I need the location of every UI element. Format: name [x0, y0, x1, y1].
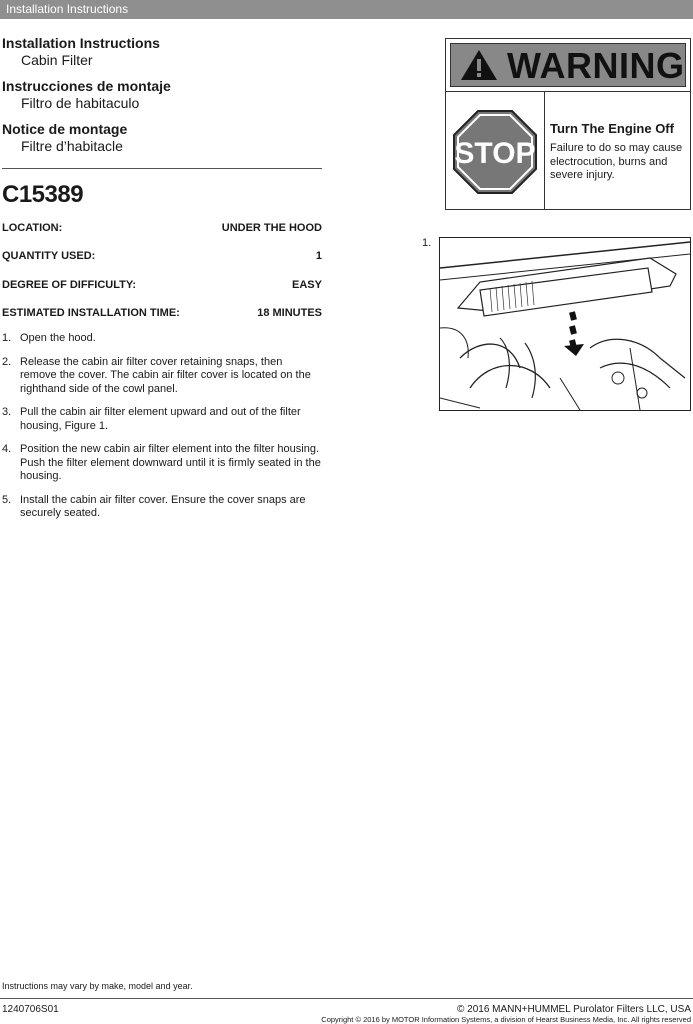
stop-sign-icon [452, 109, 538, 195]
step-text: Release the cabin air filter cover retaining snaps, then remove the cover. The cabin air filter cover is located on the righthand side of the cowl panel. [20, 355, 311, 395]
figure-label: 1. [422, 237, 432, 249]
warning-triangle-icon [459, 48, 499, 82]
warning-divider [544, 91, 545, 209]
title-fr: Notice de montage [2, 121, 128, 137]
step-item [2, 443, 322, 484]
spec-label: DEGREE OF DIFFICULTY: [2, 279, 137, 291]
warning-heading: WARNING [507, 45, 685, 86]
spec-label: QUANTITY USED: [2, 250, 96, 262]
subtitle-fr: Filtre d’habitacle [21, 138, 123, 154]
cabin-filter-illustration [440, 238, 691, 411]
title-en: Installation Instructions [2, 35, 160, 51]
title-es: Instrucciones de montaje [2, 78, 171, 94]
step-number: 1. [2, 332, 12, 344]
step-item [2, 332, 322, 346]
spec-value: UNDER THE HOOD [221, 222, 322, 234]
step-number: 2. [2, 355, 12, 368]
warning-header [450, 43, 686, 87]
title-group-en [2, 35, 322, 69]
step-item [2, 356, 322, 397]
spec-value: 1 [315, 250, 322, 262]
subtitle-es: Filtro de habitaculo [21, 95, 140, 111]
header-bar [0, 0, 693, 19]
step-text: Position the new cabin air filter element into the filter housing. Push the filter element downward until it is firmly seated in the housing. [20, 443, 321, 482]
spec-value: EASY [292, 279, 322, 291]
stop-sign-text: STOP [454, 137, 536, 170]
spec-row-difficulty [2, 279, 322, 291]
warning-text: Failure to do so may cause electrocution, burns and severe injury. [550, 142, 683, 181]
step-item [2, 494, 322, 521]
spec-label: ESTIMATED INSTALLATION TIME: [2, 307, 180, 319]
title-group-fr [2, 121, 322, 155]
step-number: 4. [2, 443, 12, 455]
title-group-es [2, 78, 322, 112]
subtitle-en: Cabin Filter [21, 52, 93, 68]
copyright-line-2: Copyright © 2016 by MOTOR Information Systems, a division of Hearst Business Media, Inc. All rights reserved [321, 1015, 691, 1024]
warning-title: Turn The Engine Off [550, 121, 674, 136]
step-text: Install the cabin air filter cover. Ensure the cover snaps are securely seated. [20, 493, 306, 519]
copyright-line-1: © 2016 MANN+HUMMEL Purolator Filters LLC, USA [456, 1004, 691, 1015]
step-item [2, 406, 322, 433]
instruction-steps [2, 332, 322, 531]
warning-box [445, 38, 691, 210]
spec-row-time [2, 307, 322, 319]
step-text: Open the hood. [20, 332, 96, 344]
step-number: 3. [2, 406, 12, 418]
figure-1-illustration [439, 237, 691, 411]
spec-value: 18 MINUTES [257, 307, 322, 319]
spec-label: LOCATION: [2, 222, 63, 234]
spec-row-quantity [2, 250, 322, 262]
title-block [2, 35, 322, 164]
footer-note: Instructions may vary by make, model and year. [2, 981, 193, 991]
part-number: C15389 [2, 181, 84, 208]
footer-divider [0, 998, 693, 999]
title-divider [2, 168, 322, 169]
spec-row-location [2, 222, 322, 234]
header-bar-title: Installation Instructions [6, 2, 129, 16]
step-number: 5. [2, 493, 12, 506]
document-number: 1240706S01 [2, 1004, 59, 1015]
step-text: Pull the cabin air filter element upward and out of the filter housing, Figure 1. [20, 406, 301, 432]
